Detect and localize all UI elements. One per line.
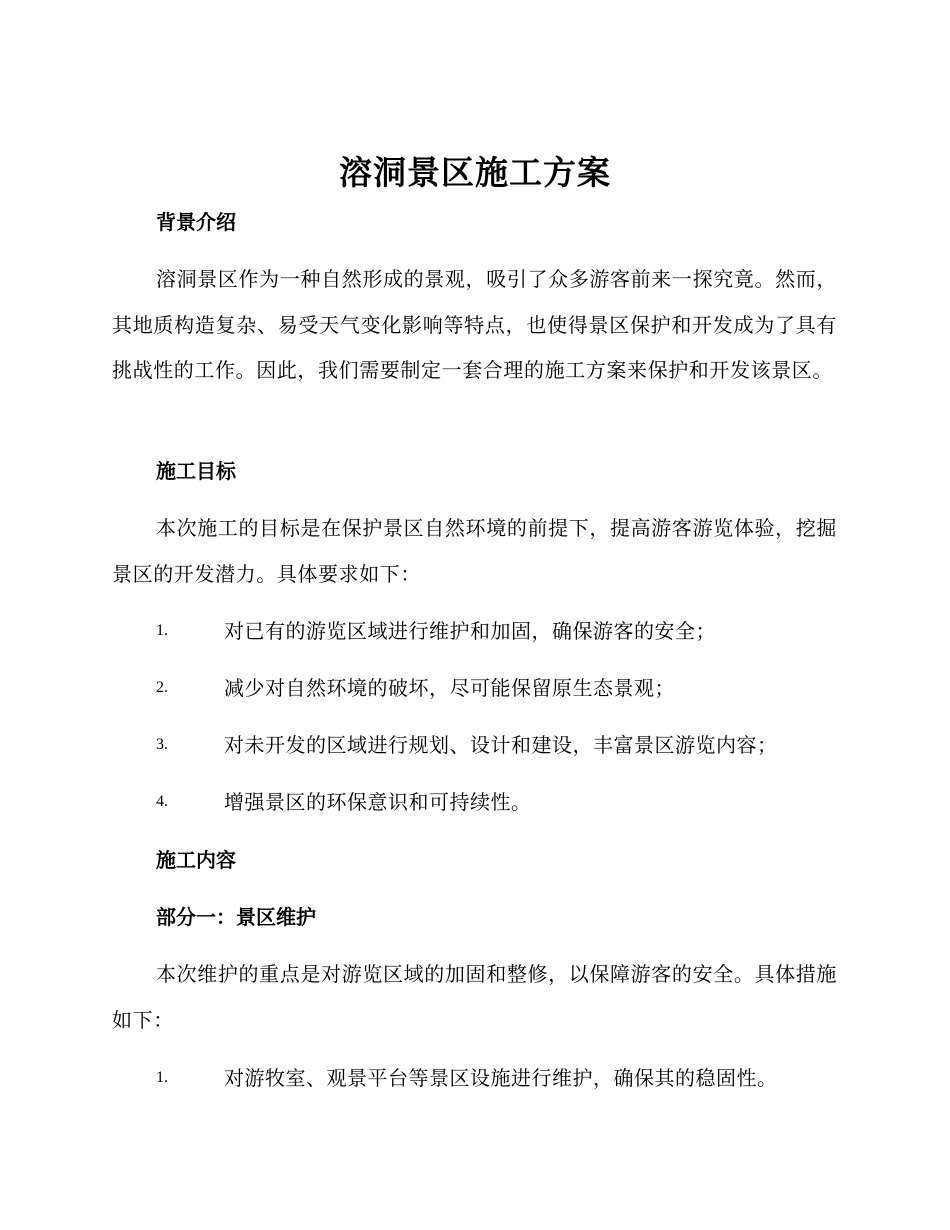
section-heading-content: 施工内容	[156, 848, 236, 872]
list-text: 对游牧室、观景平台等景区设施进行维护，确保其的稳固性。	[224, 1066, 778, 1090]
section-heading-background: 背景介绍	[156, 210, 236, 234]
list-number: 2.	[156, 679, 168, 696]
section-heading-goals: 施工目标	[156, 459, 236, 483]
subsection-heading-part1: 部分一：景区维护	[156, 905, 316, 929]
list-number: 3.	[156, 736, 168, 753]
list-text: 增强景区的环保意识和可持续性。	[224, 790, 532, 814]
list-number: 4.	[156, 793, 168, 810]
part1-paragraph: 本次维护的重点是对游览区域的加固和整修，以保障游客的安全。具体措施如下：	[112, 962, 837, 1032]
page-title: 溶洞景区施工方案	[339, 153, 611, 192]
list-text: 对未开发的区域进行规划、设计和建设，丰富景区游览内容；	[224, 733, 778, 757]
list-number: 1.	[156, 622, 168, 639]
goals-paragraph: 本次施工的目标是在保护景区自然环境的前提下，提高游客游览体验，挖掘景区的开发潜力。具体要求如下：	[112, 516, 837, 586]
list-text: 对已有的游览区域进行维护和加固，确保游客的安全；	[224, 619, 716, 643]
list-text: 减少对自然环境的破坏，尽可能保留原生态景观；	[224, 676, 675, 700]
list-number: 1.	[156, 1069, 168, 1086]
background-paragraph: 溶洞景区作为一种自然形成的景观，吸引了众多游客前来一探究竟。然而，其地质构造复杂、易受天气变化影响等特点，也使得景区保护和开发成为了具有挑战性的工作。因此，我们需要制定一套合理的施工方案来保护和开发该景区。	[112, 267, 837, 382]
